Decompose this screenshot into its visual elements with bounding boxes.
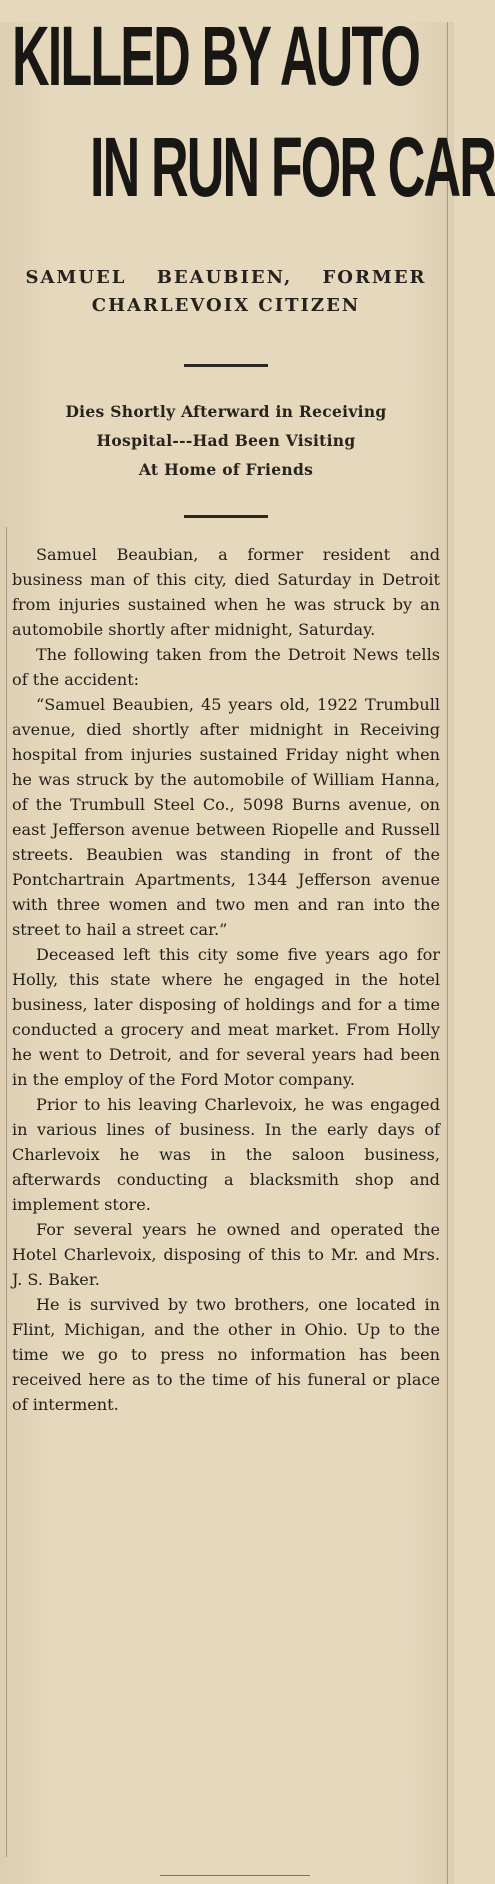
deck: [12, 397, 440, 485]
paragraph-7: He is survived by two brothers, one located in Flint, Michigan, and the other in Ohio. Up to the time we go to press no information has been received here as to the time of his funeral or place of interment.: [12, 1294, 440, 1414]
right-column-rule: [447, 22, 448, 1884]
paragraph-6: For several years he owned and operated the Hotel Charlevoix, disposing of this to Mr. and Mrs. J. S. Baker.: [12, 1219, 440, 1289]
headline-line-2: IN RUN FOR CAR: [90, 119, 495, 214]
deck-line-1: Dies Shortly Afterward in Receiving: [65, 401, 387, 421]
section-divider-top: [184, 364, 268, 367]
deck-line-3: At Home of Friends: [138, 460, 314, 480]
deck-line-2: Hospital---Had Been Visiting: [96, 430, 356, 450]
subhead-line-1: SAMUEL BEAUBIEN, FORMER: [25, 266, 427, 288]
paragraph-3: “Samuel Beaubien, 45 years old, 1922 Trumbull avenue, died shortly after midnight in Receiving hospital from injuries sustained Friday night when he was struck by the automobile of William Hanna, of the Trumbull Steel Co., 5098 Burns avenue, on east Jefferson avenue between Riopelle and Russell streets. Beaubien was standing in front of the Pontchartrain Apartments, 1344 Jefferson avenue with three women and two men and ran into the street to hail a street car.”: [12, 694, 440, 939]
section-divider-mid: [184, 515, 268, 518]
paragraph-1: Samuel Beaubian, a former resident and business man of this city, died Saturday in Detroit from injuries sustained when he was struck by an automobile shortly after midnight, Saturday.: [12, 544, 440, 639]
footer-divider: [160, 1875, 310, 1876]
paragraph-5: Prior to his leaving Charlevoix, he was engaged in various lines of business. In the early days of Charlevoix he was in the saloon business, afterwards conducting a blacksmith shop and implement store.: [12, 1094, 440, 1214]
paragraph-2: The following taken from the Detroit News tells of the accident:: [12, 644, 440, 689]
article-body: [12, 542, 440, 1417]
headline-line-1: KILLED BY AUTO: [12, 9, 420, 103]
subhead-line-2: CHARLEVOIX CITIZEN: [91, 294, 361, 316]
paragraph-4: Deceased left this city some five years ago for Holly, this state where he engaged in the hotel business, later disposing of holdings and for a time conducted a grocery and meat market. From Holly he went to Detroit, and for several years had been in the employ of the Ford Motor company.: [12, 944, 440, 1089]
subhead: [12, 264, 440, 320]
left-column-rule: [6, 527, 7, 1857]
newspaper-clipping: [0, 9, 495, 1884]
